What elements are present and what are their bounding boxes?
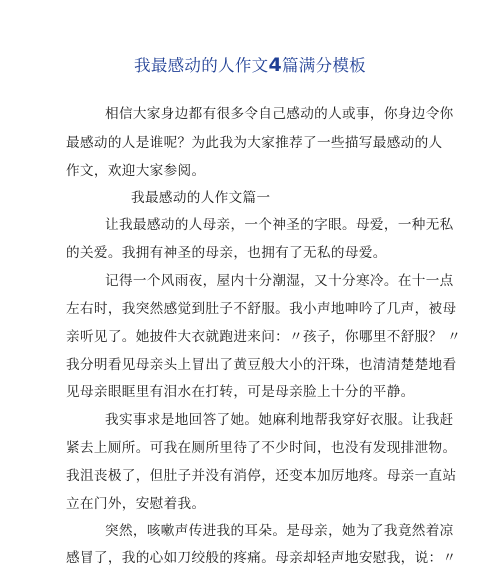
intro-line-2: 最感动的人是谁呢？为此我为大家推荐了一些描写最感动的人	[66, 135, 443, 151]
paragraph-line: 见母亲眼眶里有泪水在打转，可是母亲脸上十分的平静。	[66, 384, 415, 400]
section-heading: 我最感动的人作文篇一	[131, 190, 271, 206]
paragraph-line: 紧去上厕所。可我在厕所里待了不少时间，也没有发现排泄物。	[66, 440, 457, 456]
paragraph-line: 亲听见了。她披件大衣就跑进来问：〃孩子，你哪里不舒服？ 〃	[66, 329, 462, 345]
paragraph-line: 感冒了，我的心如刀绞般的疼痛。母亲却轻声地安慰我，说：〃	[66, 550, 457, 566]
paragraph-line: 我分明看见母亲头上冒出了黄豆般大小的汗珠，也清清楚楚地看	[66, 357, 457, 373]
document-title	[0, 52, 500, 76]
intro-line-1: 相信大家身边都有很多令自己感动的人或事，你身边令你	[105, 106, 454, 122]
paragraph-line: 左右时，我突然感觉到肚子不舒服。我小声地呻吟了几声，被母	[66, 301, 457, 317]
paragraph-line: 让我最感动的人母亲，一个神圣的字眼。母爱，一种无私	[105, 217, 454, 233]
paragraph-line: 立在门外，安慰着我。	[66, 496, 206, 512]
paragraph-line: 的关爱。我拥有神圣的母亲，也拥有了无私的母爱。	[66, 245, 387, 261]
intro-line-3: 作文，欢迎大家参阅。	[66, 163, 206, 179]
title-prefix: 我最感动的人作文	[134, 56, 269, 75]
paragraph-line: 突然，咳嗽声传进我的耳朵。是母亲，她为了我竟然着凉	[105, 523, 454, 539]
paragraph-line: 我沮丧极了，但肚子并没有消停，还变本加厉地疼。母亲一直站	[66, 468, 457, 484]
title-number: 4	[268, 54, 282, 76]
paragraph-line: 我实事求是地回答了她。她麻利地帮我穿好衣服。让我赶	[105, 412, 454, 428]
title-suffix: 篇满分模板	[281, 56, 366, 75]
paragraph-line: 记得一个风雨夜，屋内十分潮湿，又十分寒冷。在十一点	[105, 273, 454, 289]
